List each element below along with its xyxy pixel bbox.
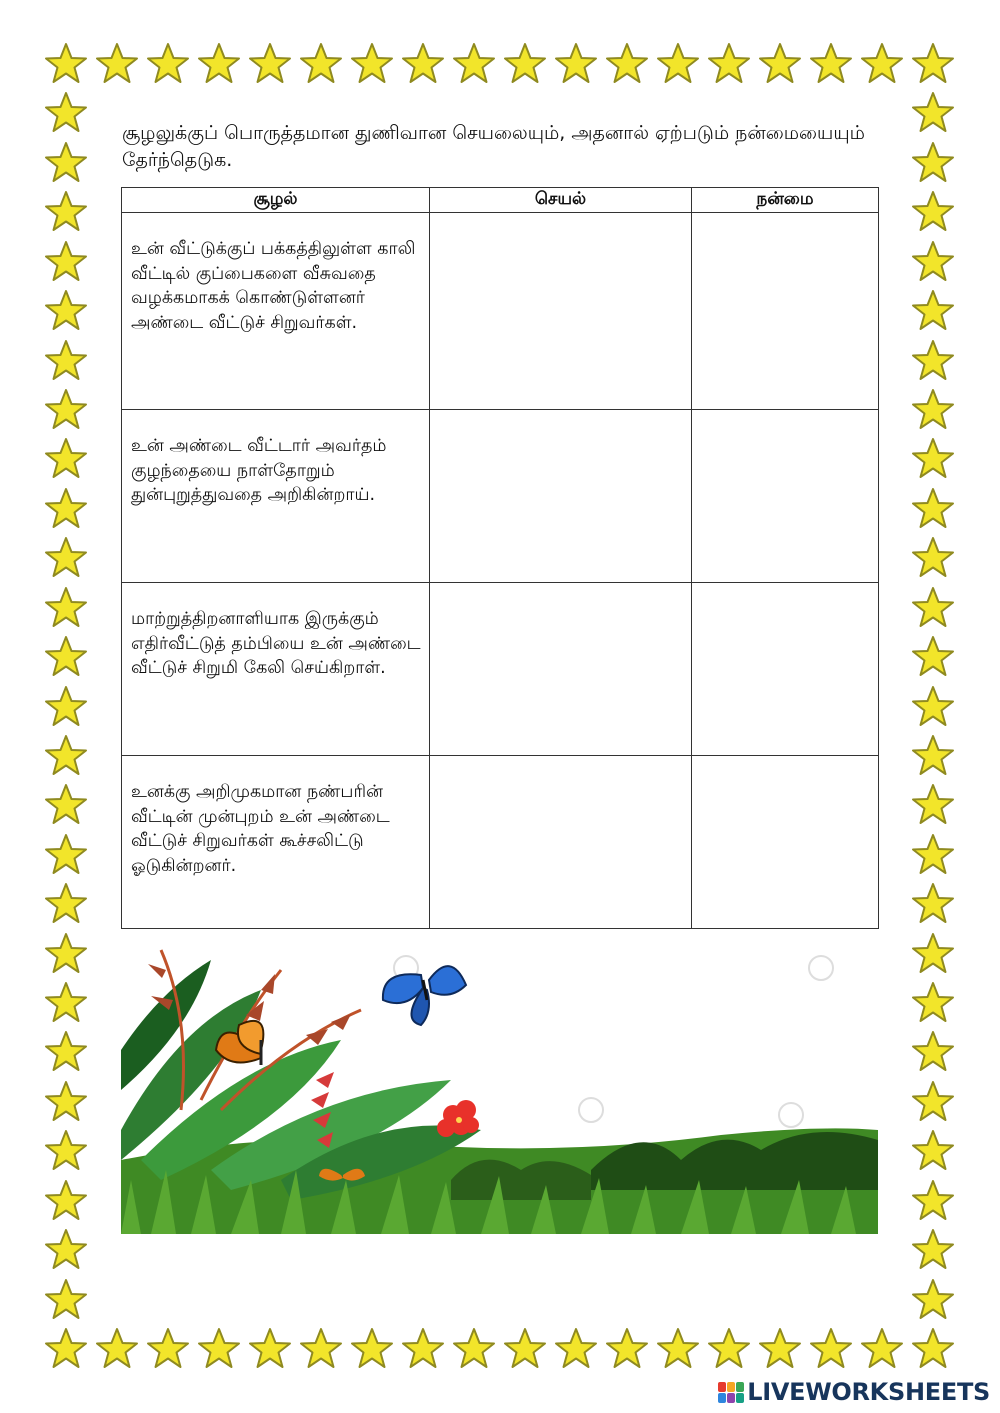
action-answer-cell[interactable] bbox=[430, 410, 692, 583]
star-icon bbox=[911, 932, 955, 976]
star-icon bbox=[656, 42, 700, 86]
star-icon bbox=[809, 1327, 853, 1371]
star-icon bbox=[197, 1327, 241, 1371]
header-situation: சூழல் bbox=[122, 188, 430, 213]
benefit-answer-cell[interactable] bbox=[692, 583, 879, 756]
table-row bbox=[122, 583, 879, 756]
star-icon bbox=[911, 487, 955, 531]
star-icon bbox=[911, 240, 955, 284]
header-benefit: நன்மை bbox=[692, 188, 879, 213]
star-icon bbox=[911, 437, 955, 481]
star-icon bbox=[95, 1327, 139, 1371]
star-icon bbox=[911, 190, 955, 234]
star-icon bbox=[44, 1278, 88, 1322]
action-answer-cell[interactable] bbox=[430, 756, 692, 929]
star-icon bbox=[911, 734, 955, 778]
star-icon bbox=[911, 1327, 955, 1371]
star-icon bbox=[911, 1228, 955, 1272]
star-icon bbox=[554, 42, 598, 86]
star-icon bbox=[503, 1327, 547, 1371]
star-icon bbox=[44, 1228, 88, 1272]
star-icon bbox=[911, 91, 955, 135]
star-icon bbox=[911, 1278, 955, 1322]
benefit-answer-cell[interactable] bbox=[692, 213, 879, 410]
star-icon bbox=[452, 42, 496, 86]
scenario-cell: மாற்றுத்திறனாளியாக இருக்கும் எதிர்வீட்டுத் தம்பியை உன் அண்டை வீட்டுச் சிறுமி கேலி செய்கிறாள். bbox=[122, 583, 430, 756]
scenario-cell: உனக்கு அறிமுகமான நண்பரின் வீட்டின் முன்புறம் உன் அண்டை வீட்டுச் சிறுவர்கள் கூச்சலிட்டு ஓடுகின்றனர். bbox=[122, 756, 430, 929]
star-icon bbox=[350, 42, 394, 86]
star-icon bbox=[911, 1030, 955, 1074]
star-icon bbox=[44, 1080, 88, 1124]
action-answer-cell[interactable] bbox=[430, 583, 692, 756]
star-icon bbox=[911, 388, 955, 432]
action-answer-cell[interactable] bbox=[430, 213, 692, 410]
star-icon bbox=[44, 734, 88, 778]
star-icon bbox=[197, 42, 241, 86]
worksheet-table bbox=[121, 187, 879, 929]
benefit-answer-cell[interactable] bbox=[692, 410, 879, 583]
star-icon bbox=[911, 635, 955, 679]
star-icon bbox=[809, 42, 853, 86]
table-row bbox=[122, 756, 879, 929]
scenario-cell: உன் வீட்டுக்குப் பக்கத்திலுள்ள காலி வீட்டில் குப்பைகளை வீசுவதை வழக்கமாகக் கொண்டுள்ளனர் அண்டை வீட்டுச் சிறுவர்கள். bbox=[122, 213, 430, 410]
star-icon bbox=[401, 42, 445, 86]
star-icon bbox=[911, 882, 955, 926]
star-icon bbox=[401, 1327, 445, 1371]
star-icon bbox=[146, 1327, 190, 1371]
star-icon bbox=[656, 1327, 700, 1371]
star-icon bbox=[911, 536, 955, 580]
brand-name: LIVEWORKSHEETS bbox=[747, 1378, 990, 1406]
star-icon bbox=[911, 586, 955, 630]
instruction-text: சூழலுக்குப் பொருத்தமான துணிவான செயலையும், அதனால் ஏற்படும் நன்மையையும் தேர்ந்தெடுக. bbox=[122, 122, 865, 171]
star-icon bbox=[44, 1129, 88, 1173]
star-icon bbox=[911, 981, 955, 1025]
star-icon bbox=[44, 586, 88, 630]
star-icon bbox=[299, 42, 343, 86]
star-icon bbox=[44, 1179, 88, 1223]
star-icon bbox=[758, 42, 802, 86]
star-icon bbox=[44, 388, 88, 432]
star-icon bbox=[44, 339, 88, 383]
star-icon bbox=[146, 42, 190, 86]
table-row bbox=[122, 410, 879, 583]
star-icon bbox=[44, 536, 88, 580]
star-icon bbox=[911, 339, 955, 383]
star-icon bbox=[44, 437, 88, 481]
star-icon bbox=[911, 1179, 955, 1223]
star-icon bbox=[707, 42, 751, 86]
star-icon bbox=[911, 833, 955, 877]
star-icon bbox=[95, 42, 139, 86]
header-action: செயல் bbox=[430, 188, 692, 213]
star-icon bbox=[605, 42, 649, 86]
scenario-cell: உன் அண்டை வீட்டார் அவர்தம் குழந்தையை நாள்தோறும் துன்புறுத்துவதை அறிகின்றாய். bbox=[122, 410, 430, 583]
star-icon bbox=[44, 1327, 88, 1371]
table-row bbox=[122, 213, 879, 410]
table-header-row bbox=[122, 188, 879, 213]
star-icon bbox=[911, 783, 955, 827]
star-icon bbox=[911, 1080, 955, 1124]
star-icon bbox=[44, 685, 88, 729]
star-icon bbox=[758, 1327, 802, 1371]
star-icon bbox=[44, 289, 88, 333]
star-icon bbox=[44, 487, 88, 531]
star-icon bbox=[44, 783, 88, 827]
star-icon bbox=[911, 42, 955, 86]
star-icon bbox=[44, 190, 88, 234]
star-icon bbox=[911, 289, 955, 333]
star-icon bbox=[860, 1327, 904, 1371]
star-icon bbox=[452, 1327, 496, 1371]
star-icon bbox=[44, 91, 88, 135]
star-icon bbox=[44, 932, 88, 976]
star-icon bbox=[911, 141, 955, 185]
star-icon bbox=[911, 1129, 955, 1173]
star-icon bbox=[44, 240, 88, 284]
brand-logo-icon bbox=[718, 1382, 744, 1403]
star-icon bbox=[44, 833, 88, 877]
star-icon bbox=[503, 42, 547, 86]
liveworksheets-logo bbox=[718, 1379, 990, 1405]
star-icon bbox=[299, 1327, 343, 1371]
star-icon bbox=[44, 141, 88, 185]
star-icon bbox=[605, 1327, 649, 1371]
star-icon bbox=[350, 1327, 394, 1371]
star-icon bbox=[44, 882, 88, 926]
benefit-answer-cell[interactable] bbox=[692, 756, 879, 929]
star-icon bbox=[44, 42, 88, 86]
star-icon bbox=[707, 1327, 751, 1371]
star-icon bbox=[44, 635, 88, 679]
star-icon bbox=[911, 685, 955, 729]
star-icon bbox=[248, 42, 292, 86]
star-icon bbox=[860, 42, 904, 86]
jungle-butterfly-illustration bbox=[121, 930, 878, 1234]
star-icon bbox=[44, 1030, 88, 1074]
star-icon bbox=[554, 1327, 598, 1371]
star-icon bbox=[248, 1327, 292, 1371]
star-icon bbox=[44, 981, 88, 1025]
